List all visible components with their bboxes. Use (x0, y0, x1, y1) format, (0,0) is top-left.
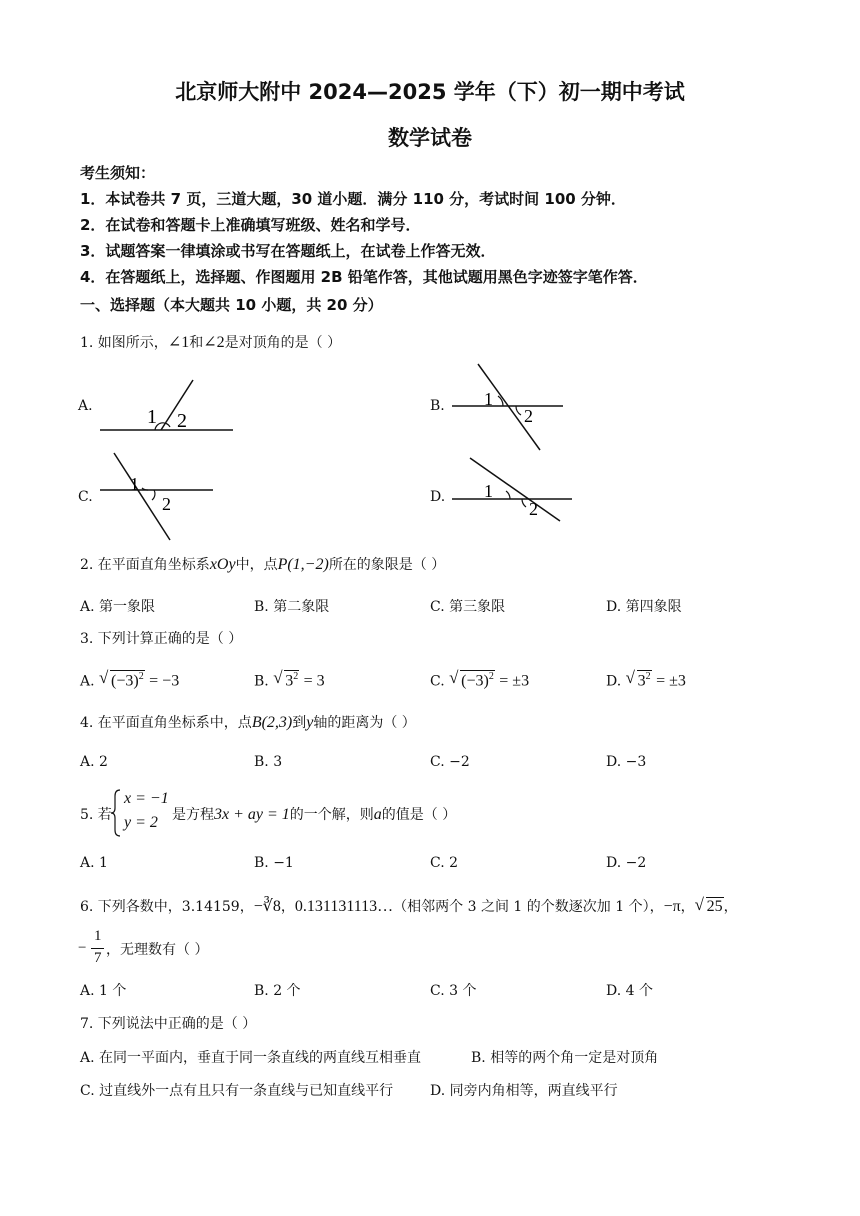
question-5-stem-b: 是方程3x + ay = 1的一个解，则a的值是（ ） (172, 806, 457, 823)
q2-option-d: D. 第四象限 (606, 599, 682, 615)
notice-item-1: 1．本试卷共 7 页，三道大题，30 道小题．满分 110 分，考试时间 100 分钟． (80, 190, 626, 208)
q7-option-d: D. 同旁内角相等，两直线平行 (430, 1083, 618, 1099)
question-5-stem-a: 5. 若 (80, 807, 112, 823)
q6-option-c: C. 3 个 (430, 983, 477, 999)
q2-option-c: C. 第三象限 (430, 599, 506, 615)
q1-b-angle-2-label: 2 (524, 406, 533, 426)
q1-c-angle-1-label: 1 (130, 474, 139, 494)
question-6-stem: 6. 下列各数中，3.14159，−∛8，0.131131113…（相邻两个 3 之间 1 的个数逐次加 1 个），−π， √ 25， (80, 895, 738, 915)
section-heading: 一、选择题（本大题共 10 小题，共 20 分） (80, 296, 383, 314)
q1-figure-b (448, 360, 568, 455)
q1-c-angle-2-label: 2 (162, 494, 171, 514)
q5-brace (110, 788, 122, 838)
q6-fraction-bar (91, 948, 104, 949)
q1-option-b-label: B. (430, 398, 445, 414)
exam-title: 北京师大附中 2024—2025 学年（下）初一期中考试 (175, 80, 685, 104)
question-3-stem: 3. 下列计算正确的是（ ） (80, 631, 243, 647)
q1-option-a-label: A. (78, 398, 93, 414)
q4-option-c: C. −2 (430, 754, 470, 770)
q6-option-b: B. 2 个 (254, 983, 301, 999)
q4-option-b: B. 3 (254, 754, 283, 770)
q1-figure-d (450, 455, 575, 525)
q2-option-b: B. 第二象限 (254, 599, 330, 615)
q7-option-b: B. 相等的两个角一定是对顶角 (471, 1050, 659, 1066)
q7-option-a: A. 在同一平面内，垂直于同一条直线的两直线互相垂直 (80, 1050, 422, 1066)
q1-a-angle-2-label: 2 (177, 410, 187, 432)
question-6-stem-c: ，无理数有（ ） (106, 942, 209, 958)
question-1-stem: 1. 如图所示，∠1和∠2是对顶角的是（ ） (80, 334, 342, 351)
notice-item-2: 2．在试卷和答题卡上准确填写班级、姓名和学号． (80, 216, 421, 234)
q7-option-c: C. 过直线外一点有且只有一条直线与已知直线平行 (80, 1083, 394, 1099)
q3-option-d: D. √ $3^2 = \pm 3$ (606, 668, 686, 690)
q4-option-d: D. −3 (606, 754, 647, 770)
q3-option-b: B. √ $3^2 = 3$ (254, 668, 325, 690)
q5-eq1: x = −1 (124, 790, 169, 807)
q6-option-d: D. 4 个 (606, 983, 653, 999)
q1-option-c-label: C. (78, 489, 93, 505)
q5-option-d: D. −2 (606, 855, 647, 871)
q1-d-angle-2-label: 2 (529, 499, 538, 519)
q1-option-d-label: D. (430, 489, 446, 505)
q1-a-angle-1-label: 1 (147, 406, 157, 428)
q5-option-a: A. 1 (80, 855, 108, 871)
q5-eq2: y = 2 (124, 814, 158, 831)
q6-fraction-denominator: 7 (94, 950, 102, 966)
q1-figure-c (98, 450, 218, 545)
q3-option-c: C. √ $(-3)^2 = \pm 3$ (430, 668, 530, 690)
q6-fraction-numerator: 1 (94, 928, 102, 944)
q1-figure-a (95, 375, 240, 440)
notice-heading: 考生须知： (80, 164, 156, 182)
q3-option-a: A. √ $(-3)^2 = -3$ (80, 668, 180, 690)
notice-item-3: 3．试题答案一律填涂或书写在答题纸上，在试卷上作答无效． (80, 242, 496, 260)
question-2-stem: 2. 在平面直角坐标系xOy中，点P(1,−2)所在的象限是（ ） (80, 556, 446, 573)
q5-option-b: B. −1 (254, 855, 294, 871)
notice-item-4: 4．在答题纸上，选择题、作图题用 2B 铅笔作答，其他试题用黑色字迹签字笔作答． (80, 268, 648, 286)
exam-subtitle: 数学试卷 (388, 126, 472, 150)
q2-option-a: A. 第一象限 (80, 599, 156, 615)
q1-b-angle-1-label: 1 (484, 389, 493, 409)
q5-option-c: C. 2 (430, 855, 459, 871)
q6-option-a: A. 1 个 (80, 983, 127, 999)
q6-fraction-minus: − (78, 940, 87, 956)
q1-d-angle-1-label: 1 (484, 481, 493, 501)
question-4-stem: 4. 在平面直角坐标系中，点B(2,3)到y轴的距离为（ ） (80, 714, 416, 731)
q4-option-a: A. 2 (80, 754, 108, 770)
question-7-stem: 7. 下列说法中正确的是（ ） (80, 1016, 257, 1032)
